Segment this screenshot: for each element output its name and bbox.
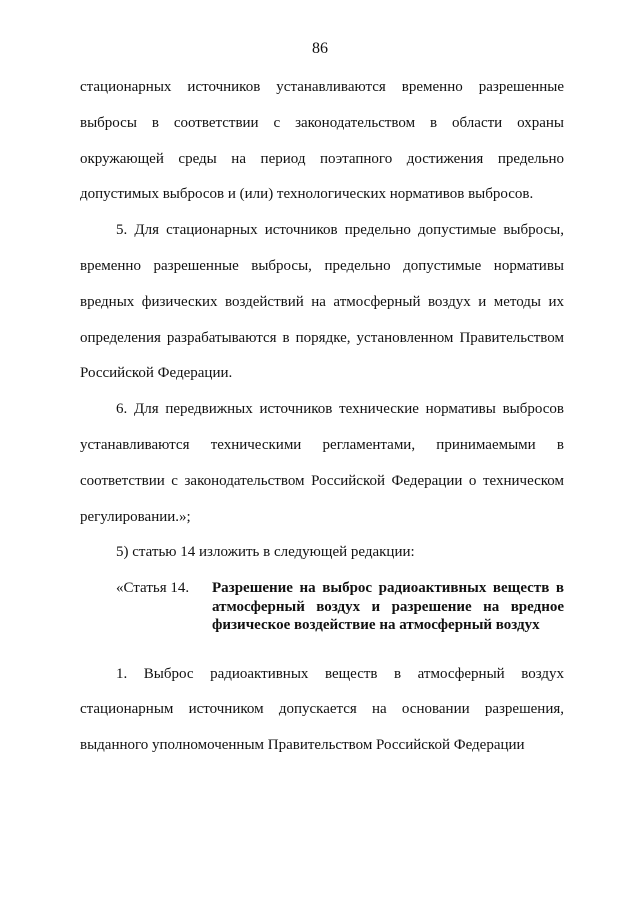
document-body <box>80 70 564 764</box>
paragraph-item-5: 5. Для стационарных источников предельно допустимые выбросы, временно разрешенные выбросы, предельно допустимые нормативы вредных физических воздействий на атмосферный воздух и методы их определения разрабатываются в порядке, установленном Правительством Российской Федерации. <box>80 222 564 382</box>
article-title: Разрешение на выброс радиоактивных веществ в атмосферный воздух и разрешение на вредное физическое воздействие на атмосферный воздух <box>212 580 564 634</box>
page-number: 86 <box>312 40 328 57</box>
article-heading <box>80 579 564 635</box>
paragraph-item-6: 6. Для передвижных источников технические нормативы выбросов устанавливаются техническими регламентами, принимаемыми в соответствии с законодательством Российской Федерации о техническом регулировании.»; <box>80 401 564 525</box>
paragraph-continuation: стационарных источников устанавливаются временно разрешенные выбросы в соответствии с законодательством в области охраны окружающей среды на период поэтапного достижения предельно допустимых выбросов и (или) технологических нормативов выбросов. <box>80 79 564 203</box>
paragraph-article-14-item-1: 1. Выброс радиоактивных веществ в атмосферный воздух стационарным источником допускается на основании разрешения, выданного уполномоченным Правительством Российской Федерации <box>80 665 564 754</box>
article-label: «Статья 14. <box>116 580 190 597</box>
paragraph-amendment-5: 5) статью 14 изложить в следующей редакции: <box>116 544 415 561</box>
